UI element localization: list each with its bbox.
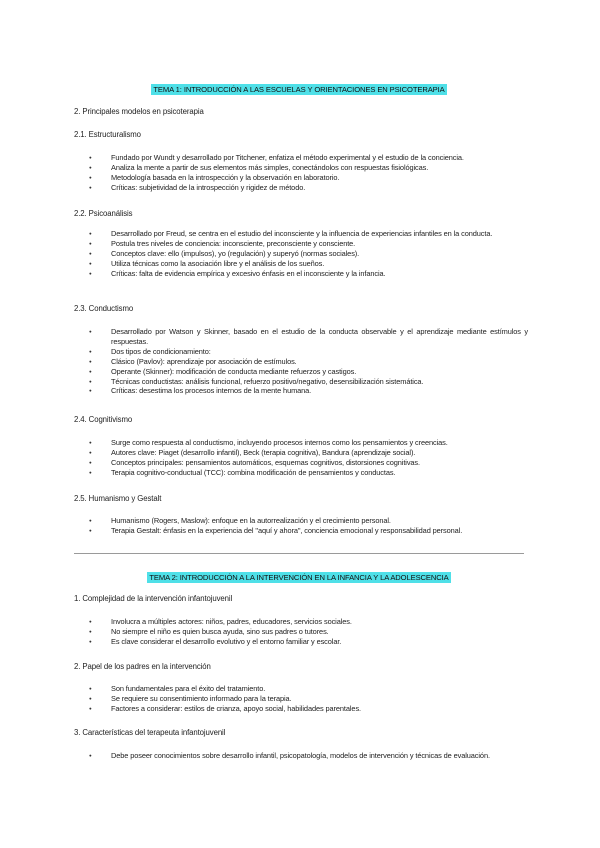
list-item: ● Metodología basada en la introspección y la observación en laboratorio.	[74, 173, 528, 183]
list-item: ● Factores a considerar: estilos de crianza, apoyo social, habilidades parentales.	[74, 704, 528, 714]
list-item: ● Desarrollado por Freud, se centra en el estudio del inconsciente y la influencia de experiencias infantiles en la conducta.	[74, 229, 528, 239]
list-papel-padres	[74, 684, 528, 714]
heading-complejidad: 1. Complejidad de la intervención infantojuvenil	[74, 594, 233, 603]
list-item: ● Terapia Gestalt: énfasis en la experiencia del "aquí y ahora", conciencia emocional y responsabilidad personal.	[74, 526, 528, 536]
list-item: ● Fundado por Wundt y desarrollado por Titchener, enfatiza el método experimental y el estudio de la conciencia.	[74, 153, 528, 163]
list-caracteristicas-terapeuta	[74, 751, 528, 761]
list-item: ● Postula tres niveles de conciencia: inconsciente, preconsciente y consciente.	[74, 239, 528, 249]
tema1-title-wrap	[74, 84, 524, 95]
list-item: ● Surge como respuesta al conductismo, incluyendo procesos internos como los pensamientos y creencias.	[74, 438, 528, 448]
list-item: ● Humanismo (Rogers, Maslow): enfoque en la autorrealización y el crecimiento personal.	[74, 516, 528, 526]
section-divider	[74, 553, 524, 554]
heading-conductismo: 2.3. Conductismo	[74, 304, 134, 313]
heading-humanismo-gestalt: 2.5. Humanismo y Gestalt	[74, 494, 162, 503]
list-cognitivismo	[74, 438, 528, 478]
list-item: ● No siempre el niño es quien busca ayuda, sino sus padres o tutores.	[74, 627, 528, 637]
list-item: ● Es clave considerar el desarrollo evolutivo y el entorno familiar y escolar.	[74, 637, 528, 647]
list-item: ● Clásico (Pavlov): aprendizaje por asociación de estímulos.	[74, 357, 528, 367]
list-item: ● Desarrollado por Watson y Skinner, basado en el estudio de la conducta observable y el aprendizaje mediante estímulos y respuestas.	[74, 327, 528, 347]
list-item: ● Autores clave: Piaget (desarrollo infantil), Beck (terapia cognitiva), Bandura (aprendizaje social).	[74, 448, 528, 458]
list-item: ● Son fundamentales para el éxito del tratamiento.	[74, 684, 528, 694]
heading-cognitivismo: 2.4. Cognitivismo	[74, 415, 133, 424]
list-item: ● Utiliza técnicas como la asociación libre y el análisis de los sueños.	[74, 259, 528, 269]
list-item: ● Se requiere su consentimiento informado para la terapia.	[74, 694, 528, 704]
list-item: ● Terapia cognitivo-conductual (TCC): combina modificación de pensamientos y conductas.	[74, 468, 528, 478]
list-humanismo-gestalt	[74, 516, 528, 536]
list-estructuralismo	[74, 153, 528, 193]
list-item: ● Involucra a múltiples actores: niños, padres, educadores, servicios sociales.	[74, 617, 528, 627]
list-item: ● Técnicas conductistas: análisis funcional, refuerzo positivo/negativo, desensibilización sistemática.	[74, 377, 528, 387]
tema2-title-wrap	[74, 572, 524, 583]
heading-psicoanalisis: 2.2. Psicoanálisis	[74, 209, 133, 218]
list-complejidad	[74, 617, 528, 647]
list-item: ● Operante (Skinner): modificación de conducta mediante refuerzos y castigos.	[74, 367, 528, 377]
list-item: ● Críticas: falta de evidencia empírica y excesivo énfasis en el inconsciente y la infancia.	[74, 269, 528, 279]
section-models-heading: 2. Principales modelos en psicoterapia	[74, 107, 204, 116]
list-item: ● Conceptos clave: ello (impulsos), yo (regulación) y superyó (normas sociales).	[74, 249, 528, 259]
list-item: ● Críticas: desestima los procesos internos de la mente humana.	[74, 386, 528, 396]
list-item: ● Analiza la mente a partir de sus elementos más simples, conectándolos con respuestas fisiológicas.	[74, 163, 528, 173]
heading-papel-padres: 2. Papel de los padres en la intervención	[74, 662, 211, 671]
tema2-title: TEMA 2: INTRODUCCIÓN A LA INTERVENCIÓN EN LA INFANCIA Y LA ADOLESCENCIA	[149, 573, 449, 582]
list-conductismo	[74, 327, 528, 396]
list-item: ● Dos tipos de condicionamiento:	[74, 347, 528, 357]
list-item: ● Debe poseer conocimientos sobre desarrollo infantil, psicopatología, modelos de intervención y técnicas de evaluación.	[74, 751, 528, 761]
list-item: ● Conceptos principales: pensamientos automáticos, esquemas cognitivos, distorsiones cognitivas.	[74, 458, 528, 468]
heading-estructuralismo: 2.1. Estructuralismo	[74, 130, 141, 139]
tema1-title: TEMA 1: INTRODUCCIÓN A LAS ESCUELAS Y ORIENTACIONES EN PSICOTERAPIA	[153, 85, 445, 94]
list-item: ● Críticas: subjetividad de la introspección y rigidez de método.	[74, 183, 528, 193]
list-psicoanalisis	[74, 229, 528, 279]
heading-caracteristicas-terapeuta: 3. Características del terapeuta infantojuvenil	[74, 728, 226, 737]
